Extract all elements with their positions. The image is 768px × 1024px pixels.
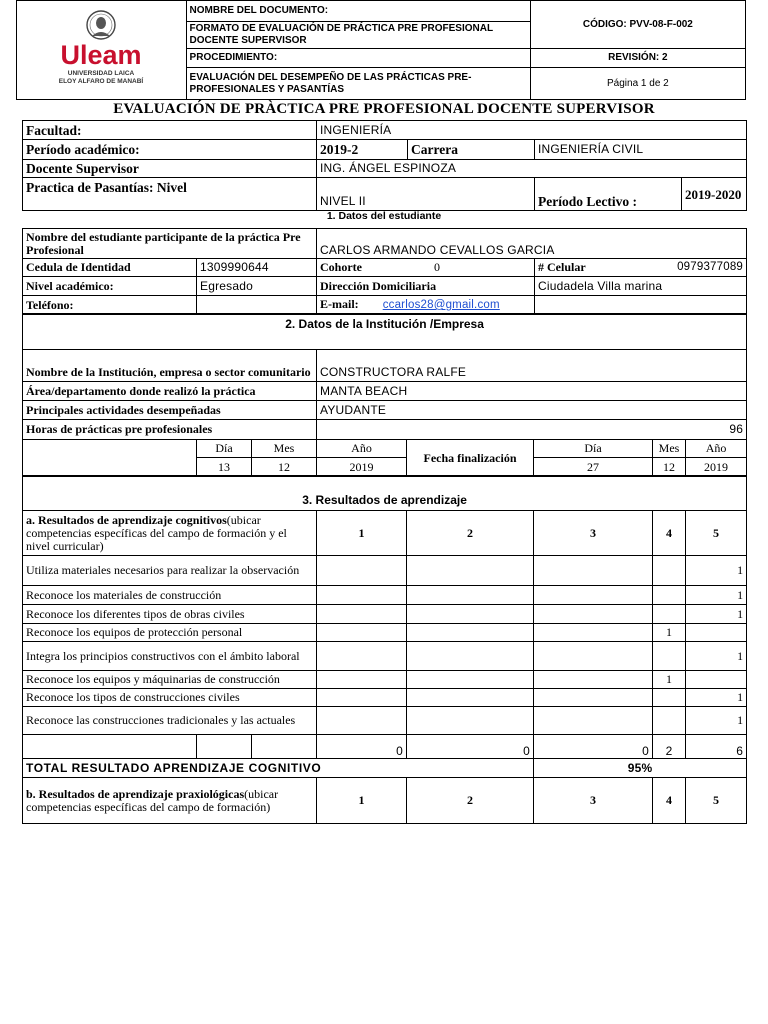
cognitive-item-score-5: 1 (686, 642, 747, 671)
cognitive-item-row (23, 624, 747, 642)
cognitive-item-score-1 (317, 605, 407, 624)
cognitive-item-score-5: 1 (686, 689, 747, 707)
cell-cell (535, 259, 747, 277)
page-number: Página 1 de 2 (530, 68, 745, 100)
total-label: TOTAL RESULTADO APRENDIZAJE COGNITIVO (23, 759, 534, 778)
area-value: MANTA BEACH (317, 382, 747, 401)
academic-label: Nivel académico: (23, 277, 197, 296)
praxis-scale-2: 2 (407, 778, 534, 824)
logo-line1: UNIVERSIDAD LAICA (68, 70, 135, 77)
cognitive-item-score-2 (407, 707, 534, 735)
cognitive-item-score-1 (317, 671, 407, 689)
cognitive-item-score-1 (317, 707, 407, 735)
cell-label: # Celular (538, 260, 586, 274)
dates-empty-cell (23, 440, 197, 477)
praxis-scale-3: 3 (534, 778, 653, 824)
area-label: Área/departamento donde realizó la práctica (23, 382, 317, 401)
cognitive-item-score-1 (317, 642, 407, 671)
student-section-title: 1. Datos del estudiante (326, 210, 442, 222)
cognitive-heading (23, 511, 317, 556)
lective-value: 2019-2020 (682, 178, 747, 211)
hours-value: 96 (317, 420, 747, 440)
end-year-label: Año (686, 440, 747, 458)
cognitive-item-score-3 (534, 586, 653, 605)
activities-value: AYUDANTE (317, 401, 747, 420)
hours-label: Horas de prácticas pre profesionales (23, 420, 317, 440)
cognitive-heading-bold: a. Resultados de aprendizaje cognitivos (26, 512, 227, 527)
lective-label: Período Lectivo : (535, 178, 682, 211)
cognitive-item-score-3 (534, 624, 653, 642)
logo-line2: ELOY ALFARO DE MANABÍ (59, 78, 144, 85)
end-year-value: 2019 (686, 458, 747, 477)
praxis-heading-rest: (ubicar competencias específicas del campo de formación) (26, 786, 279, 814)
faculty-value: INGENIERÍA (317, 121, 747, 140)
cognitive-item-score-4: 1 (653, 624, 686, 642)
email-empty-cell (535, 296, 747, 315)
end-date-label: Fecha finalización (407, 440, 534, 477)
cognitive-item-score-1 (317, 689, 407, 707)
cognitive-item-score-5: 1 (686, 586, 747, 605)
results-table (22, 475, 747, 824)
cognitive-item-score-4 (653, 689, 686, 707)
phone-value (197, 296, 317, 315)
institution-name-value: CONSTRUCTORA RALFE (317, 350, 747, 382)
totals-cell-a (23, 735, 197, 759)
doc-name-label: NOMBRE DEL DOCUMENTO: (186, 1, 530, 22)
total-3: 0 (534, 735, 653, 759)
scale-2: 2 (407, 511, 534, 556)
procedure-value: EVALUACIÓN DEL DESEMPEÑO DE LAS PRÁCTICAS PRE-PROFESIONALES Y PASANTÍAS (186, 68, 530, 100)
phone-label: Teléfono: (23, 296, 197, 315)
cognitive-item-score-4 (653, 586, 686, 605)
general-table (22, 120, 747, 211)
end-month-label: Mes (653, 440, 686, 458)
cognitive-item-row (23, 556, 747, 586)
scale-3: 3 (534, 511, 653, 556)
faculty-label: Facultad: (23, 121, 317, 140)
period-label: Período académico: (23, 140, 317, 160)
cognitive-heading-rest: (ubicar competencias específicas del campo de formación y el nivel curricular) (26, 512, 287, 553)
cognitive-item-score-4 (653, 605, 686, 624)
logo-cell (17, 1, 187, 100)
start-year-label: Año (317, 440, 407, 458)
student-table (22, 228, 747, 315)
scale-1: 1 (317, 511, 407, 556)
address-label: Dirección Domiciliaria (317, 277, 535, 296)
academic-value: Egresado (197, 277, 317, 296)
cognitive-item-row (23, 671, 747, 689)
cell-value: 0979377089 (677, 261, 744, 273)
cognitive-item-score-3 (534, 689, 653, 707)
supervisor-value: ING. ÁNGEL ESPINOZA (317, 160, 747, 178)
email-link[interactable]: ccarlos28@gmail.com (382, 299, 500, 311)
revision: REVISIÓN: 2 (530, 49, 745, 68)
cognitive-item-score-2 (407, 671, 534, 689)
cognitive-item-label: Reconoce los equipos y máquinarias de construcción (23, 671, 317, 689)
email-cell (317, 296, 535, 315)
start-day-value: 13 (197, 458, 252, 477)
cognitive-item-label: Reconoce las construcciones tradicionales y las actuales (23, 707, 317, 735)
cognitive-item-score-2 (407, 556, 534, 586)
end-month-value: 12 (653, 458, 686, 477)
institution-section-title: 2. Datos de la Institución /Empresa (23, 314, 747, 350)
cognitive-item-score-3 (534, 642, 653, 671)
scale-4: 4 (653, 511, 686, 556)
institution-table (22, 313, 747, 477)
cognitive-item-score-4 (653, 556, 686, 586)
cognitive-item-score-3 (534, 605, 653, 624)
results-section-title: 3. Resultados de aprendizaje (23, 476, 747, 511)
totals-cell-c (252, 735, 317, 759)
cognitive-item-score-3 (534, 556, 653, 586)
cognitive-item-label: Utiliza materiales necesarios para realizar la observación (23, 556, 317, 586)
cognitive-item-score-2 (407, 586, 534, 605)
address-value: Ciudadela Villa marina (535, 277, 747, 296)
cognitive-item-score-4 (653, 642, 686, 671)
cognitive-item-score-3 (534, 707, 653, 735)
doc-name-value: FORMATO DE EVALUACIÓN DE PRÁCTICA PRE PROFESIONAL DOCENTE SUPERVISOR (186, 22, 530, 49)
totals-cell-b (197, 735, 252, 759)
scale-5: 5 (686, 511, 747, 556)
id-value: 1309990644 (197, 259, 317, 277)
start-year-value: 2019 (317, 458, 407, 477)
cognitive-item-row (23, 642, 747, 671)
page-title: EVALUACIÓN DE PRÀCTICA PRE PROFESIONAL DOCENTE SUPERVISOR (113, 101, 655, 117)
cohort-value: 0 (434, 260, 441, 274)
institution-name-label: Nombre de la Institución, empresa o sector comunitario (23, 350, 317, 382)
cognitive-item-label: Reconoce los tipos de construcciones civiles (23, 689, 317, 707)
cognitive-item-score-2 (407, 689, 534, 707)
supervisor-label: Docente Supervisor (23, 160, 317, 178)
cognitive-item-label: Reconoce los materiales de construcción (23, 586, 317, 605)
cohort-label: Cohorte (320, 260, 363, 274)
cognitive-item-score-5 (686, 671, 747, 689)
cognitive-item-label: Reconoce los diferentes tipos de obras civiles (23, 605, 317, 624)
total-2: 0 (407, 735, 534, 759)
cognitive-item-row (23, 586, 747, 605)
praxis-heading (23, 778, 317, 824)
cognitive-item-score-4: 1 (653, 671, 686, 689)
cognitive-item-row (23, 689, 747, 707)
cognitive-item-score-5 (686, 624, 747, 642)
cognitive-item-score-3 (534, 671, 653, 689)
level-value: NIVEL II (317, 178, 535, 211)
logo-brand: Uleam (60, 40, 142, 70)
career-label: Carrera (408, 140, 535, 160)
cognitive-item-score-4 (653, 707, 686, 735)
cognitive-item-row (23, 707, 747, 735)
cognitive-item-score-1 (317, 624, 407, 642)
praxis-heading-bold: b. Resultados de aprendizaje praxiológicas (26, 786, 245, 801)
cognitive-item-score-2 (407, 624, 534, 642)
start-month-value: 12 (252, 458, 317, 477)
praxis-scale-5: 5 (686, 778, 747, 824)
cognitive-items (23, 556, 747, 735)
total-value: 95% (534, 759, 747, 778)
id-label: Cedula de Identidad (23, 259, 197, 277)
cognitive-item-score-5: 1 (686, 556, 747, 586)
cognitive-item-score-2 (407, 642, 534, 671)
end-day-label: Día (534, 440, 653, 458)
cohort-cell (317, 259, 535, 277)
activities-label: Principales actividades desempeñadas (23, 401, 317, 420)
cognitive-item-score-1 (317, 586, 407, 605)
start-day-label: Día (197, 440, 252, 458)
end-day-value: 27 (534, 458, 653, 477)
cognitive-item-label: Integra los principios constructivos con el ámbito laboral (23, 642, 317, 671)
cognitive-item-score-5: 1 (686, 605, 747, 624)
student-name-label: Nombre del estudiante participante de la práctica Pre Profesional (23, 229, 317, 259)
level-label: Practica de Pasantías: Nivel (23, 178, 317, 211)
cognitive-item-row (23, 605, 747, 624)
email-label: E-mail: (320, 297, 359, 311)
document-header (16, 0, 746, 100)
cognitive-item-score-1 (317, 556, 407, 586)
career-value: INGENIERÍA CIVIL (535, 140, 747, 160)
cognitive-item-score-5: 1 (686, 707, 747, 735)
period-value: 2019-2 (317, 140, 408, 160)
total-5: 6 (686, 735, 747, 759)
total-1: 0 (317, 735, 407, 759)
procedure-label: PROCEDIMIENTO: (186, 49, 530, 68)
praxis-scale-1: 1 (317, 778, 407, 824)
total-4: 2 (653, 735, 686, 759)
cognitive-item-score-2 (407, 605, 534, 624)
praxis-scale-4: 4 (653, 778, 686, 824)
cognitive-item-label: Reconoce los equipos de protección personal (23, 624, 317, 642)
doc-code: CÓDIGO: PVV-08-F-002 (530, 1, 745, 49)
uleam-logo (41, 9, 161, 87)
student-name-value: CARLOS ARMANDO CEVALLOS GARCIA (317, 229, 747, 259)
start-month-label: Mes (252, 440, 317, 458)
